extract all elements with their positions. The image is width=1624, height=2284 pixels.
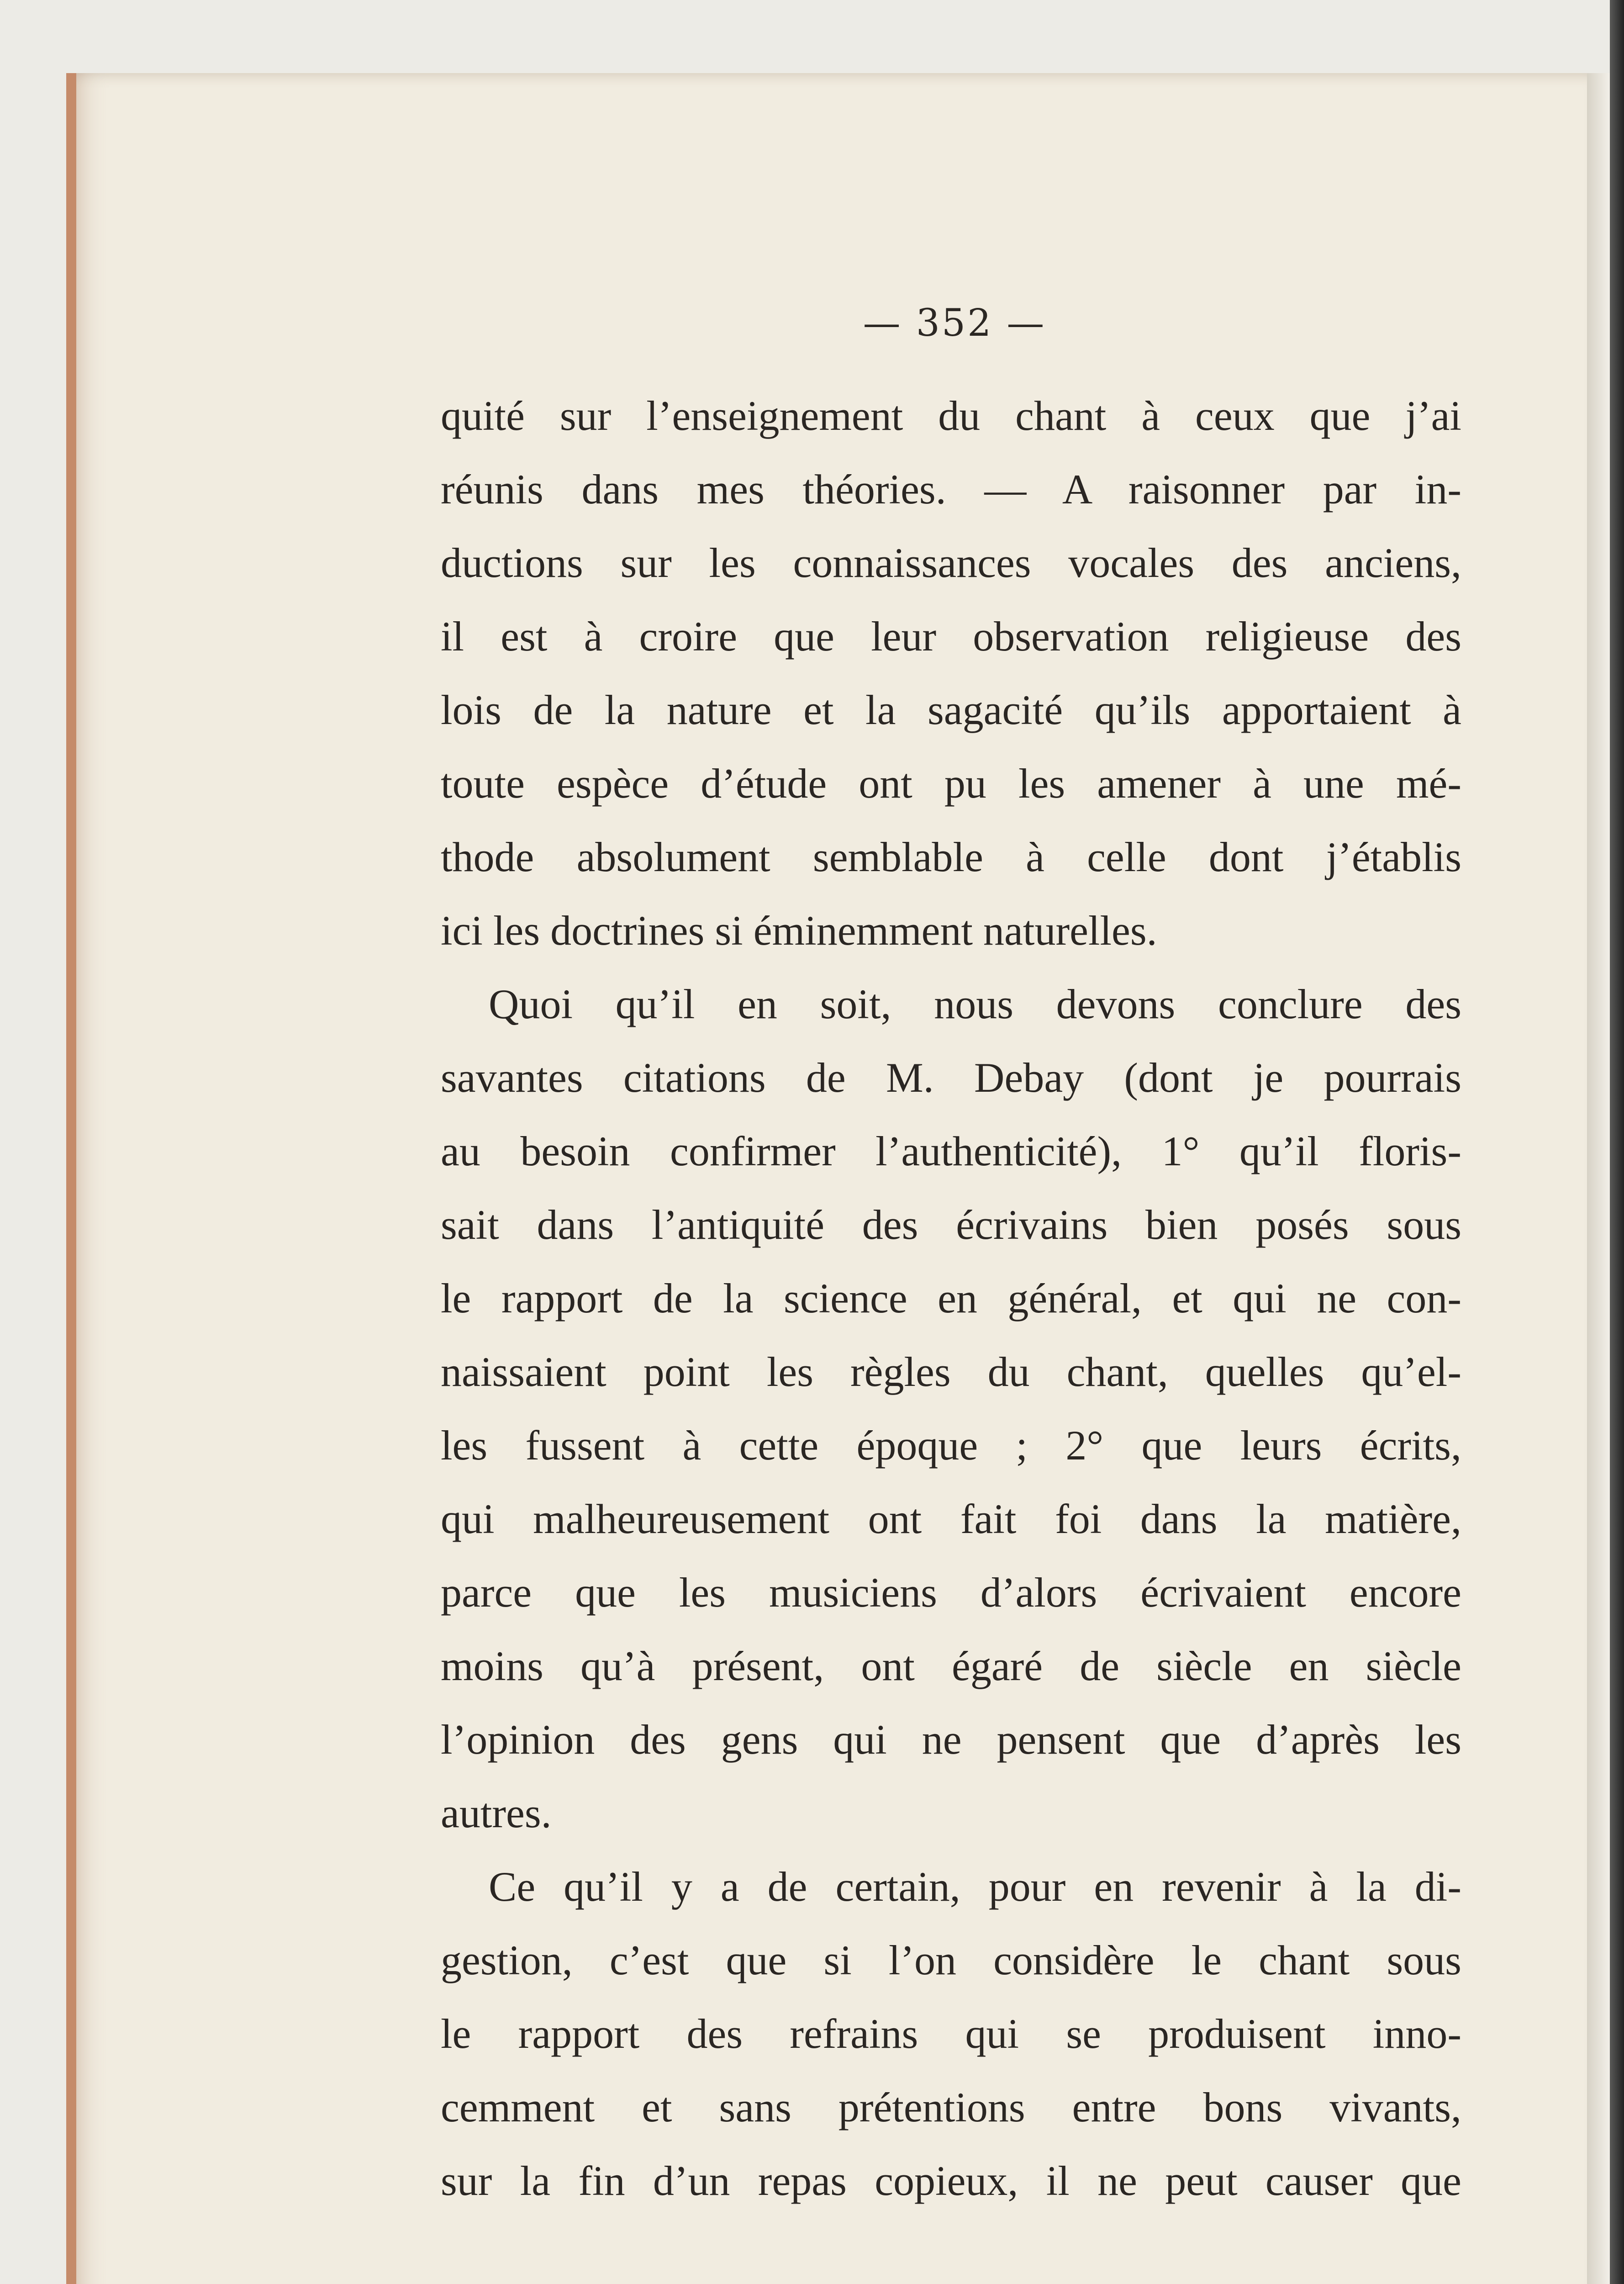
text-line: ici les doctrines si éminemment naturelles.	[441, 907, 1157, 954]
text-line: l’opinion des gens qui ne pensent que d’après les	[441, 1716, 1461, 1763]
text-line: au besoin confirmer l’authenticité), 1° qu’il floris-	[441, 1128, 1461, 1174]
page-edge	[1587, 73, 1610, 2284]
text-line: sur la fin d’un repas copieux, il ne peut causer que	[441, 2157, 1461, 2204]
text-line: le rapport des refrains qui se produisent inno-	[441, 2010, 1461, 2057]
text-line: gestion, c’est que si l’on considère le chant sous	[441, 1937, 1461, 1983]
text-line: cemment et sans prétentions entre bons vivants,	[441, 2084, 1461, 2131]
text-line: thode absolument semblable à celle dont j’établis	[441, 834, 1461, 880]
text-line: savantes citations de M. Debay (dont je pourrais	[441, 1054, 1461, 1101]
page-number: — 352 —	[863, 301, 1046, 345]
text-line: toute espèce d’étude ont pu les amener à une mé-	[441, 760, 1461, 807]
text-line: autres.	[441, 1790, 552, 1836]
text-line: naissaient point les règles du chant, quelles qu’el-	[441, 1348, 1461, 1395]
text-line: lois de la nature et la sagacité qu’ils apportaient à	[441, 687, 1461, 733]
text-line: réunis dans mes théories. — A raisonner par in-	[441, 466, 1461, 513]
text-line: les fussent à cette époque ; 2° que leurs écrits,	[441, 1422, 1461, 1469]
text-line: Ce qu’il y a de certain, pour en revenir à la di-	[489, 1863, 1461, 1910]
text-line: ductions sur les connaissances vocales des anciens,	[441, 539, 1461, 586]
text-line: parce que les musiciens d’alors écrivaient encore	[441, 1569, 1461, 1616]
body-text	[441, 379, 1461, 2218]
text-line: sait dans l’antiquité des écrivains bien posés sous	[441, 1201, 1461, 1248]
text-line: le rapport de la science en général, et qui ne con-	[441, 1275, 1461, 1322]
text-line: moins qu’à présent, ont égaré de siècle en siècle	[441, 1643, 1461, 1689]
text-line: quité sur l’enseignement du chant à ceux que j’ai	[441, 392, 1461, 439]
text-line: il est à croire que leur observation religieuse des	[441, 613, 1461, 660]
text-line: qui malheureusement ont fait foi dans la matière,	[441, 1496, 1461, 1542]
text-line: Quoi qu’il en soit, nous devons conclure des	[489, 981, 1461, 1027]
